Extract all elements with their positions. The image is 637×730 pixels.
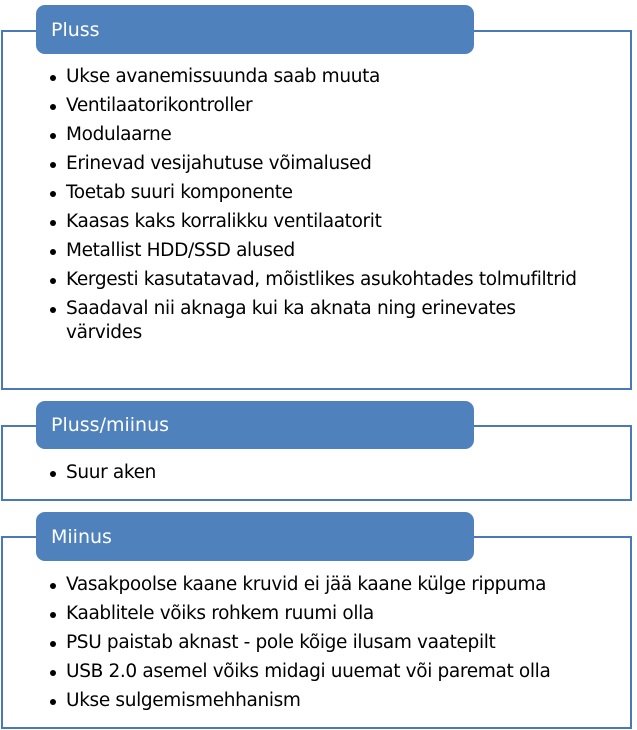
pluss-miinus-list (48, 461, 597, 490)
list-item: Kaablitele võiks rohkem ruumi olla (48, 602, 597, 626)
pluss-title: Pluss (51, 18, 100, 41)
list-item: Vasakpoolse kaane kruvid ei jää kaane külge rippuma (48, 573, 597, 597)
list-item: Metallist HDD/SSD alused (48, 239, 597, 263)
list-item: Modulaarne (48, 123, 597, 147)
list-item: PSU paistab aknast - pole kõige ilusam vaatepilt (48, 631, 597, 655)
pluss-list (48, 65, 597, 350)
list-item: Ventilaatorikontroller (48, 94, 597, 118)
list-item: Suur aken (48, 461, 597, 485)
list-item: Saadaval nii aknaga kui ka aknata ning erinevates värvides (48, 297, 597, 345)
pluss-miinus-title: Pluss/miinus (51, 414, 170, 436)
miinus-title: Miinus (51, 525, 112, 548)
miinus-header (36, 512, 474, 561)
pluss-header (36, 5, 474, 54)
list-item: Erinevad vesijahutuse võimalused (48, 152, 597, 176)
list-item: Kaasas kaks korralikku ventilaatorit (48, 210, 597, 234)
list-item: Ukse avanemissuunda saab muuta (48, 65, 597, 89)
pluss-miinus-header (36, 401, 474, 449)
list-item: USB 2.0 asemel võiks midagi uuemat või paremat olla (48, 660, 597, 684)
list-item: Kergesti kasutatavad, mõistlikes asukohtades tolmufiltrid (48, 268, 597, 292)
miinus-list (48, 573, 597, 718)
list-item: Ukse sulgemismehhanism (48, 689, 597, 713)
list-item: Toetab suuri komponente (48, 181, 597, 205)
